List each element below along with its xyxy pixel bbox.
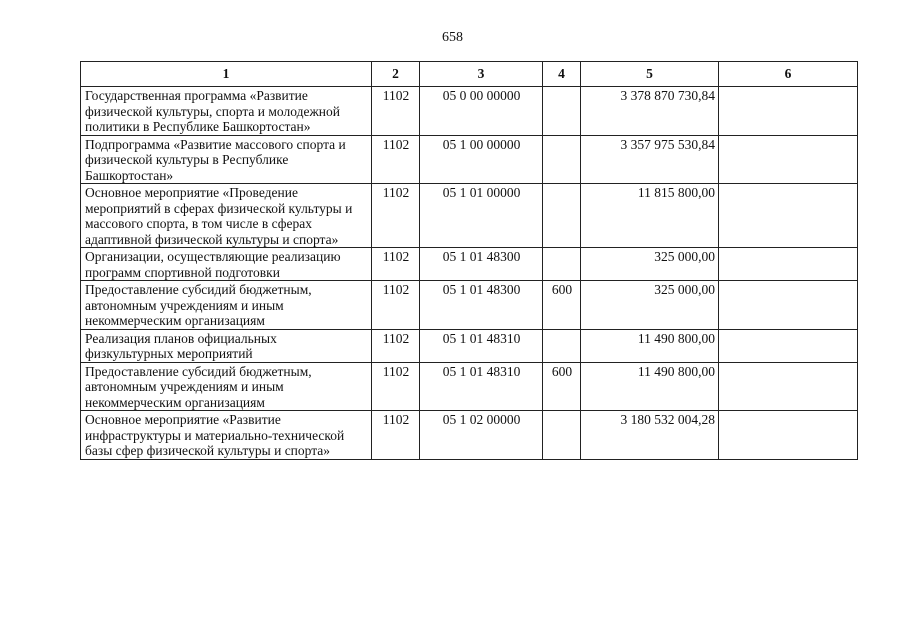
row-section: 1102 bbox=[372, 87, 420, 136]
row-name: Организации, осуществляющие реализацию программ спортивной подготовки bbox=[81, 248, 372, 281]
row-type bbox=[543, 248, 581, 281]
row-type bbox=[543, 135, 581, 184]
row-note bbox=[719, 362, 858, 411]
table-row bbox=[81, 184, 858, 248]
row-type bbox=[543, 411, 581, 460]
row-type bbox=[543, 184, 581, 248]
row-name: Реализация планов официальных физкультурных мероприятий bbox=[81, 329, 372, 362]
column-header-1: 1 bbox=[81, 62, 372, 87]
table-header-row bbox=[81, 62, 858, 87]
row-amount: 3 180 532 004,28 bbox=[581, 411, 719, 460]
column-header-5: 5 bbox=[581, 62, 719, 87]
row-amount: 3 357 975 530,84 bbox=[581, 135, 719, 184]
row-name: Государственная программа «Развитие физической культуры, спорта и молодежной политики в Республике Башкортостан» bbox=[81, 87, 372, 136]
column-header-4: 4 bbox=[543, 62, 581, 87]
row-code: 05 1 01 00000 bbox=[420, 184, 543, 248]
row-section: 1102 bbox=[372, 248, 420, 281]
table-row bbox=[81, 135, 858, 184]
row-amount: 11 490 800,00 bbox=[581, 362, 719, 411]
row-note bbox=[719, 329, 858, 362]
column-header-2: 2 bbox=[372, 62, 420, 87]
row-amount: 11 815 800,00 bbox=[581, 184, 719, 248]
row-code: 05 1 02 00000 bbox=[420, 411, 543, 460]
row-type bbox=[543, 87, 581, 136]
row-amount: 325 000,00 bbox=[581, 281, 719, 330]
row-type: 600 bbox=[543, 281, 581, 330]
table-row bbox=[81, 411, 858, 460]
column-header-6: 6 bbox=[719, 62, 858, 87]
row-type: 600 bbox=[543, 362, 581, 411]
row-section: 1102 bbox=[372, 411, 420, 460]
row-note bbox=[719, 411, 858, 460]
row-name: Подпрограмма «Развитие массового спорта и физической культуры в Республике Башкортостан» bbox=[81, 135, 372, 184]
row-section: 1102 bbox=[372, 184, 420, 248]
row-code: 05 0 00 00000 bbox=[420, 87, 543, 136]
row-code: 05 1 01 48300 bbox=[420, 248, 543, 281]
row-section: 1102 bbox=[372, 329, 420, 362]
row-name: Основное мероприятие «Проведение мероприятий в сферах физической культуры и массового спорта, в том числе в сферах адаптивной физической культуры и спорта» bbox=[81, 184, 372, 248]
row-name: Предоставление субсидий бюджетным, автономным учреждениям и иным некоммерческим организациям bbox=[81, 281, 372, 330]
row-code: 05 1 01 48310 bbox=[420, 362, 543, 411]
row-code: 05 1 01 48300 bbox=[420, 281, 543, 330]
row-amount: 11 490 800,00 bbox=[581, 329, 719, 362]
page-number: 658 bbox=[442, 30, 463, 45]
row-type bbox=[543, 329, 581, 362]
row-section: 1102 bbox=[372, 135, 420, 184]
row-amount: 3 378 870 730,84 bbox=[581, 87, 719, 136]
row-section: 1102 bbox=[372, 281, 420, 330]
table-row bbox=[81, 87, 858, 136]
row-note bbox=[719, 135, 858, 184]
row-name: Предоставление субсидий бюджетным, автономным учреждениям и иным некоммерческим организациям bbox=[81, 362, 372, 411]
row-note bbox=[719, 281, 858, 330]
row-note bbox=[719, 184, 858, 248]
table-row bbox=[81, 281, 858, 330]
table-row bbox=[81, 362, 858, 411]
row-amount: 325 000,00 bbox=[581, 248, 719, 281]
column-header-3: 3 bbox=[420, 62, 543, 87]
row-code: 05 1 00 00000 bbox=[420, 135, 543, 184]
row-note bbox=[719, 248, 858, 281]
row-code: 05 1 01 48310 bbox=[420, 329, 543, 362]
row-section: 1102 bbox=[372, 362, 420, 411]
row-note bbox=[719, 87, 858, 136]
table-row bbox=[81, 248, 858, 281]
table-row bbox=[81, 329, 858, 362]
budget-table bbox=[80, 61, 858, 460]
row-name: Основное мероприятие «Развитие инфраструктуры и материально-технической базы сфер физической культуры и спорта» bbox=[81, 411, 372, 460]
